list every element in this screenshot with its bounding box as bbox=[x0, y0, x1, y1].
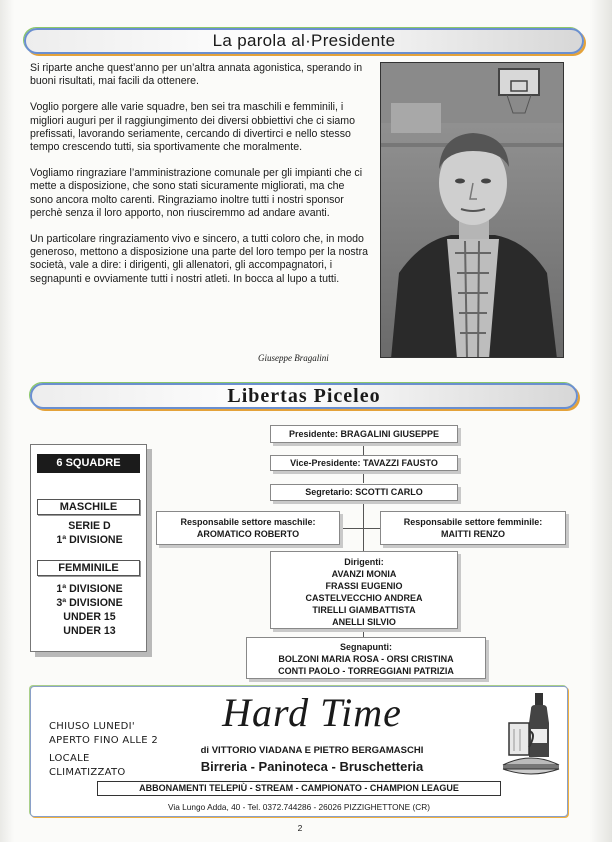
director-name: CASTELVECCHIO ANDREA bbox=[305, 593, 423, 603]
president-header-banner bbox=[24, 28, 584, 54]
president-name: Presidente: BRAGALINI GIUSEPPE bbox=[288, 429, 440, 439]
club-title-banner bbox=[30, 383, 578, 409]
men-manager-box bbox=[156, 511, 340, 545]
president-portrait-image bbox=[381, 63, 564, 358]
men-manager-label: Responsabile settore maschile: bbox=[180, 517, 316, 527]
vice-president-name: Vice-Presidente: TAVAZZI FAUSTO bbox=[290, 458, 438, 468]
secretary-name: Segretario: SCOTTI CARLO bbox=[305, 487, 423, 497]
women-team: 1ª DIVISIONE bbox=[56, 583, 123, 595]
letter-paragraph: Voglio porgere alle varie squadre, ben sei tra maschili e femminili, i migliori auguri per il raggiungimento dei diversi obbiettivi che ci siamo prefissati, lavorando seriamente, cercando di divertirci e nello stesso tempo crescendo tutti, sia sportivamente che moralmente. bbox=[30, 101, 356, 154]
men-manager-name: AROMATICO ROBERTO bbox=[196, 529, 300, 539]
men-category-label: MASCHILE bbox=[37, 499, 140, 515]
ad-hours-line: CLIMATIZZATO bbox=[49, 767, 126, 778]
director-name: ANELLI SILVIO bbox=[332, 617, 396, 627]
director-name: FRASSI EUGENIO bbox=[325, 581, 403, 591]
women-team: 3ª DIVISIONE bbox=[56, 597, 123, 609]
org-connector bbox=[363, 443, 364, 455]
page-number: 2 bbox=[297, 823, 303, 833]
letter-paragraph: Si riparte anche quest’anno per un’altra annata agonistica, sperando in buoni risultati, mai facili da ottenere. bbox=[30, 62, 363, 88]
president-photo bbox=[380, 62, 564, 358]
director-name: AVANZI MONIA bbox=[331, 569, 397, 579]
directors-box bbox=[270, 551, 458, 629]
scorekeeper-names: CONTI PAOLO - TORREGGIANI PATRIZIA bbox=[278, 666, 454, 676]
director-name: TIRELLI GIAMBATTISTA bbox=[312, 605, 416, 615]
club-title: Libertas Piceleo bbox=[227, 385, 381, 407]
hard-time-advertisement bbox=[30, 686, 568, 817]
ad-address: Via Lungo Adda, 40 - Tel. 0372.744286 - 26026 PIZZIGHETTONE (CR) bbox=[168, 802, 430, 812]
beer-and-sandwich-icon bbox=[501, 693, 563, 777]
president-signature: Giuseppe Bragalini bbox=[258, 353, 329, 363]
women-manager-label: Responsabile settore femminile: bbox=[403, 517, 543, 527]
ad-owners: di VITTORIO VIADANA E PIETRO BERGAMASCHI bbox=[200, 745, 424, 756]
letter-paragraph: Un particolare ringraziamento vivo e sincero, a tutti coloro che, in modo generoso, mettono a disposizione una parte del loro tempo per la nostra società, vale a dire: i dirigenti, gli allenatori, gli accompagnatori, i segnapunti e ovviamente tutti i nostri atleti. In bocca al lupo a tutti. bbox=[30, 233, 369, 285]
org-connector bbox=[340, 528, 380, 529]
men-team: SERIE D bbox=[68, 520, 111, 532]
vice-president-box bbox=[270, 455, 458, 471]
secretary-box bbox=[270, 484, 458, 501]
women-manager-box bbox=[380, 511, 566, 545]
ad-tagline: Birreria - Paninoteca - Bruschetteria bbox=[200, 759, 424, 774]
teams-panel bbox=[30, 444, 147, 652]
ad-brand-name: Hard Time bbox=[222, 690, 402, 735]
ad-hours-line: LOCALE bbox=[49, 753, 90, 764]
women-team: UNDER 13 bbox=[63, 625, 116, 637]
women-category-label: FEMMINILE bbox=[37, 560, 140, 576]
men-team: 1ª DIVISIONE bbox=[56, 534, 123, 546]
directors-label: Dirigenti: bbox=[344, 557, 384, 567]
page-title: La parola al·Presidente bbox=[212, 31, 396, 50]
letter-paragraph: Vogliamo ringraziare l’amministrazione comunale per gli impianti che ci mette a disposizione, che sono stati sicuramente migliorati, ma che sono ancora molto carenti. Ringraziamo inoltre tutti i nostri sponsor perchè senza il loro apporto, non riusciremmo ad andare avanti. bbox=[30, 167, 363, 219]
ad-hours-line: APERTO FINO ALLE 2 bbox=[49, 735, 159, 746]
women-team: UNDER 15 bbox=[63, 611, 116, 623]
org-connector bbox=[363, 501, 364, 551]
ad-subscriptions-strip: ABBONAMENTI TELEPIÙ - STREAM - CAMPIONATO - CHAMPION LEAGUE bbox=[97, 781, 501, 796]
president-letter bbox=[30, 62, 370, 299]
scorekeeper-names: BOLZONI MARIA ROSA - ORSI CRISTINA bbox=[278, 654, 454, 664]
org-connector bbox=[363, 629, 364, 637]
teams-count-header: 6 SQUADRE bbox=[37, 454, 140, 473]
scorekeepers-label: Segnapunti: bbox=[340, 642, 392, 652]
women-manager-name: MAITTI RENZO bbox=[441, 529, 505, 539]
org-connector bbox=[363, 471, 364, 483]
scorekeepers-box bbox=[246, 637, 486, 679]
ad-hours-line: CHIUSO LUNEDI' bbox=[49, 721, 135, 732]
president-box bbox=[270, 425, 458, 443]
